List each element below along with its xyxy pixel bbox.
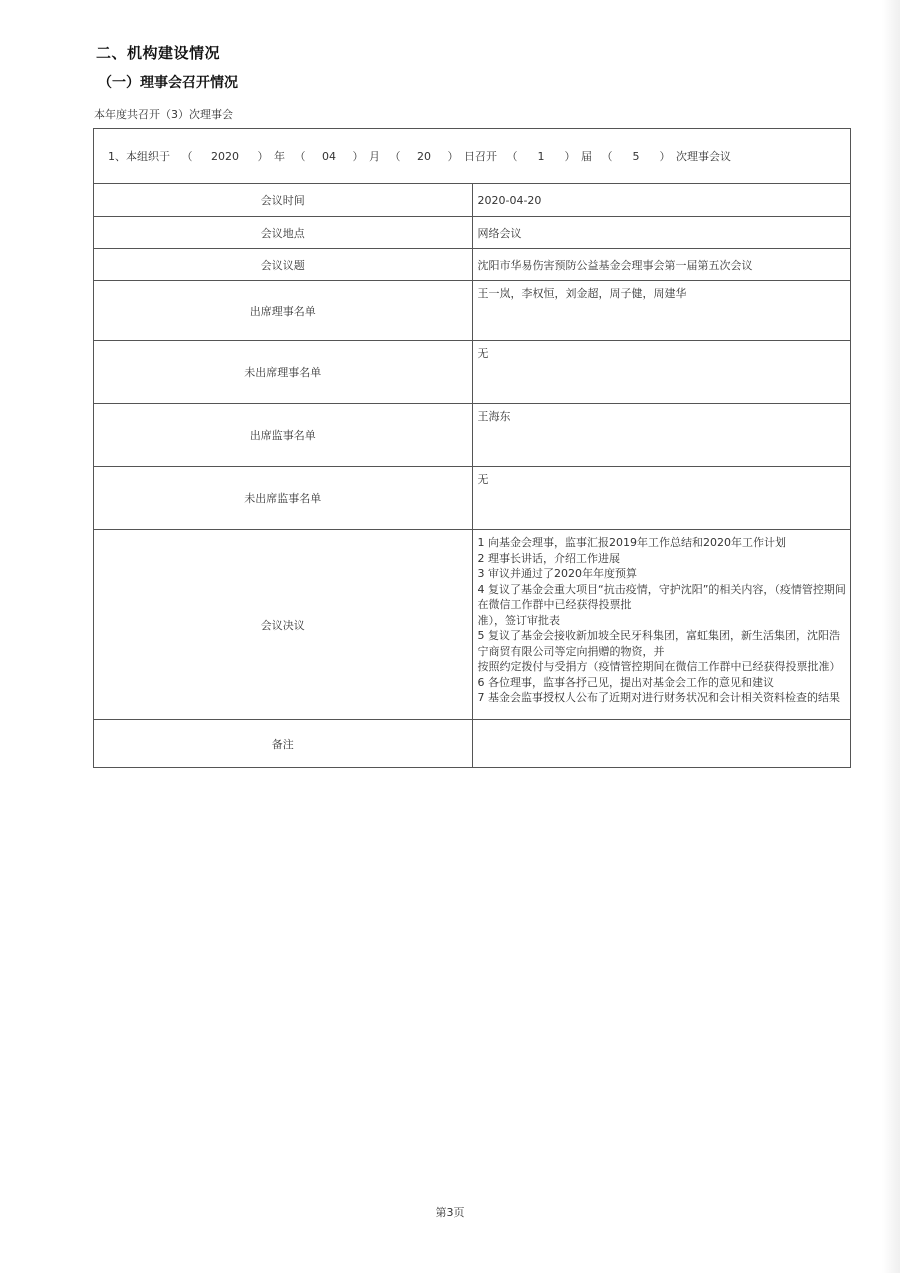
meeting-location-value: 网络会议 — [472, 217, 851, 249]
table-row — [94, 720, 851, 768]
resolution-line: 1 向基金会理事，监事汇报2019年工作总结和2020年工作计划 — [477, 536, 786, 549]
meeting-day-unit: 日召开 — [464, 150, 497, 163]
meeting-header-row — [94, 129, 851, 184]
meeting-header-prefix: 1、本组织于 — [108, 150, 170, 163]
attending-directors-value: 王一岚，李权恒，刘金超，周子健，周建华 — [472, 281, 851, 341]
meeting-time-value: 2020-04-20 — [472, 184, 851, 217]
section-title: 二、机构建设情况 — [96, 44, 221, 62]
meeting-session: 1 — [537, 150, 545, 163]
table-row — [94, 281, 851, 341]
absent-directors-label: 未出席理事名单 — [94, 341, 473, 404]
sub-title: （一）理事会召开情况 — [98, 75, 238, 91]
attending-supervisors-value: 王海东 — [472, 404, 851, 467]
meeting-header-cell — [94, 129, 851, 184]
meeting-session-unit: 届 — [581, 150, 592, 163]
meeting-month-unit: 月 — [369, 150, 380, 163]
meeting-number: 5 — [632, 150, 640, 163]
remarks-label: 备注 — [94, 720, 473, 768]
meeting-number-unit: 次理事会议 — [676, 150, 731, 163]
table-row — [94, 217, 851, 249]
absent-directors-value: 无 — [472, 341, 851, 404]
meeting-header-line: 1、本组织于 （ 2020 ） 年 （ 04 ） 月 （ 20 ） 日召开 （ 1 ） 届 （ 5 ） 次理事会议 — [108, 150, 731, 163]
resolutions-label: 会议决议 — [94, 530, 473, 720]
page-edge-shadow — [882, 0, 900, 1273]
meeting-time-label: 会议时间 — [94, 184, 473, 217]
table-row — [94, 530, 851, 720]
remarks-value — [472, 720, 851, 768]
meeting-year: 2020 — [211, 150, 239, 163]
meeting-month: 04 — [322, 150, 336, 163]
resolution-line: 4 复议了基金会重大项目“抗击疫情，守护沈阳”的相关内容，（疫情管控期间在微信工作群中已经获得投票批 — [477, 582, 846, 611]
table-row — [94, 249, 851, 281]
table-row — [94, 184, 851, 217]
resolution-line: 3 审议并通过了2020年年度预算 — [477, 567, 637, 580]
absent-supervisors-label: 未出席监事名单 — [94, 467, 473, 530]
table-row — [94, 467, 851, 530]
resolution-line: 7 基金会监事授权人公布了近期对进行财务状况和会计相关资料检查的结果 — [477, 691, 840, 704]
resolution-line: 按照约定拨付与受捐方（疫情管控期间在微信工作群中已经获得投票批准） — [477, 660, 841, 673]
meeting-count-summary: 本年度共召开（3）次理事会 — [94, 108, 233, 121]
meeting-year-unit: 年 — [274, 150, 285, 163]
absent-supervisors-value: 无 — [472, 467, 851, 530]
page-number: 第3页 — [435, 1206, 465, 1219]
resolution-line: 5 复议了基金会接收新加坡全民牙科集团，富虹集团，新生活集团，沈阳浩宁商贸有限公司等定向捐赠的物资，并 — [477, 629, 840, 658]
attending-directors-label: 出席理事名单 — [94, 281, 473, 341]
meeting-day: 20 — [417, 150, 431, 163]
board-meeting-table — [93, 128, 851, 768]
meeting-location-label: 会议地点 — [94, 217, 473, 249]
resolution-line: 2 理事长讲话，介绍工作进展 — [477, 551, 620, 565]
resolution-line: 6 各位理事，监事各抒己见，提出对基金会工作的意见和建议 — [477, 675, 774, 689]
attending-supervisors-label: 出席监事名单 — [94, 404, 473, 467]
meeting-topic-value: 沈阳市华易伤害预防公益基金会理事会第一届第五次会议 — [472, 249, 851, 281]
resolutions-value — [472, 530, 851, 720]
table-row — [94, 341, 851, 404]
meeting-topic-label: 会议议题 — [94, 249, 473, 281]
table-row — [94, 404, 851, 467]
resolution-line: 准），签订审批表 — [477, 613, 560, 627]
